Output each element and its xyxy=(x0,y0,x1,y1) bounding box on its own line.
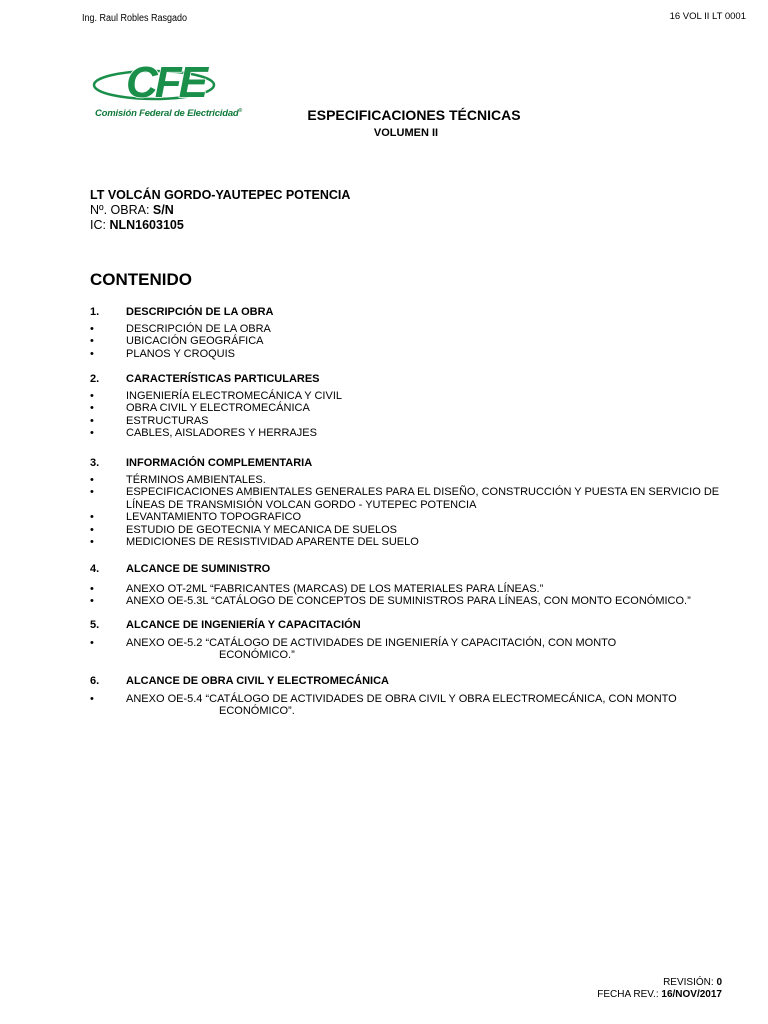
list-item: • PLANOS Y CROQUIS xyxy=(90,348,722,360)
revision: REVISIÓN: 0 xyxy=(663,977,722,988)
contents-heading: CONTENIDO xyxy=(90,270,192,289)
list-item: • ANEXO OE-5.2 “CATÁLOGO DE ACTIVIDADES DE INGENIERÍA Y CAPACITACIÓN, CON MONTO ECONÓMICO.” xyxy=(90,637,722,662)
revision-date: FECHA REV.: 16/NOV/2017 xyxy=(597,989,722,1000)
list-item: • ANEXO OE-5.4 “CATÁLOGO DE ACTIVIDADES DE OBRA CIVIL Y OBRA ELECTROMECÁNICA, CON MONTO ECONÓMICO”. xyxy=(90,693,722,718)
section-5 xyxy=(90,619,722,662)
section-4 xyxy=(90,563,722,608)
svg-text:CFE: CFE xyxy=(126,58,205,107)
section-heading: 5. ALCANCE DE INGENIERÍA Y CAPACITACIÓN xyxy=(90,619,361,631)
section-2 xyxy=(90,373,722,440)
list-item: • INGENIERÍA ELECTROMECÁNICA Y CIVIL xyxy=(90,390,722,402)
list-item: • ESTUDIO DE GEOTECNIA Y MECANICA DE SUELOS xyxy=(90,524,722,536)
header-document-id: 16 VOL II LT 0001 xyxy=(669,11,746,22)
section-3 xyxy=(90,457,722,548)
project-ic: IC: NLN1603105 xyxy=(90,218,184,232)
list-item: • ANEXO OT-2ML “FABRICANTES (MARCAS) DE LOS MATERIALES PARA LÍNEAS.” xyxy=(90,583,722,595)
list-item: • ANEXO OE-5.3L “CATÁLOGO DE CONCEPTOS DE SUMINISTROS PARA LÍNEAS, CON MONTO ECONÓMICO.” xyxy=(90,595,722,607)
cfe-logo-name: Comisión Federal de Electricidad® xyxy=(95,108,243,120)
cfe-logo-letters xyxy=(92,55,222,107)
section-heading: 2. CARACTERÍSTICAS PARTICULARES xyxy=(90,373,320,385)
list-item: • MEDICIONES DE RESISTIVIDAD APARENTE DEL SUELO xyxy=(90,536,722,548)
document-volume: VOLUMEN II xyxy=(373,127,439,139)
section-heading: 1. DESCRIPCIÓN DE LA OBRA xyxy=(90,306,274,318)
section-heading: 3. INFORMACIÓN COMPLEMENTARIA xyxy=(90,457,313,469)
footer-revision-info xyxy=(597,977,722,1001)
list-item: • TÉRMINOS AMBIENTALES. xyxy=(90,474,722,486)
section-heading: 6. ALCANCE DE OBRA CIVIL Y ELECTROMECÁNICA xyxy=(90,675,390,687)
document-title: ESPECIFICACIONES TÉCNICAS xyxy=(307,107,521,123)
section-1 xyxy=(90,306,722,360)
header-author: Ing. Raul Robles Rasgado xyxy=(82,13,188,24)
list-item: • OBRA CIVIL Y ELECTROMECÁNICA xyxy=(90,402,722,414)
list-item: • CABLES, AISLADORES Y HERRAJES xyxy=(90,427,722,439)
list-item: • LEVANTAMIENTO TOPOGRAFICO xyxy=(90,511,722,523)
project-obra: Nº. OBRA: S/N xyxy=(90,203,174,217)
section-heading: 4. ALCANCE DE SUMINISTRO xyxy=(90,563,271,575)
list-item: • ESTRUCTURAS xyxy=(90,415,722,427)
list-item: • UBICACIÓN GEOGRÁFICA xyxy=(90,335,722,347)
list-item: • ESPECIFICACIONES AMBIENTALES GENERALES PARA EL DISEÑO, CONSTRUCCIÓN Y PUESTA EN SERVICIO DE LÍNEAS DE TRANSMISIÓN VOLCAN GORDO - YUTEPEC POTENCIA xyxy=(90,486,722,511)
project-name: LT VOLCÁN GORDO-YAUTEPEC POTENCIA xyxy=(90,188,351,202)
section-6 xyxy=(90,675,722,718)
list-item: • DESCRIPCIÓN DE LA OBRA xyxy=(90,323,722,335)
project-info xyxy=(90,188,350,233)
